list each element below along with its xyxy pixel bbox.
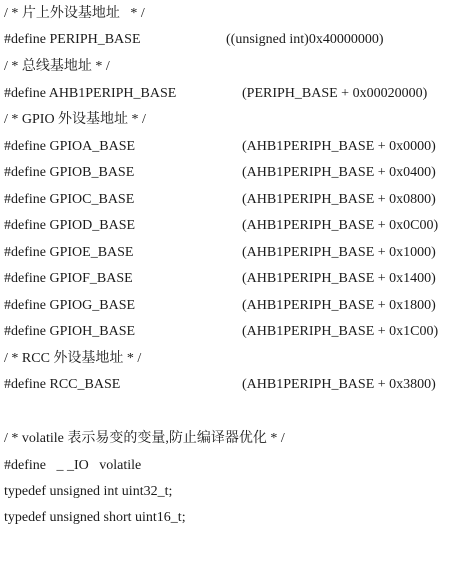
define-name: #define GPIOH_BASE — [4, 324, 136, 339]
define-io-line: #define _ _IO volatile — [4, 458, 142, 473]
code-line — [4, 269, 436, 289]
define-name: #define GPIOF_BASE — [4, 271, 133, 286]
define-value: (AHB1PERIPH_BASE + 0x0800) — [242, 192, 436, 207]
typedef-line: typedef unsigned short uint16_t; — [4, 510, 186, 525]
code-line — [4, 508, 186, 528]
define-value: (AHB1PERIPH_BASE + 0x0000) — [242, 139, 436, 154]
code-line — [4, 137, 436, 157]
code-line — [4, 322, 439, 342]
code-line — [4, 4, 145, 24]
define-name: #define PERIPH_BASE — [4, 32, 141, 47]
code-line — [4, 429, 285, 449]
code-line — [4, 57, 110, 77]
code-line — [4, 296, 436, 316]
comment-text: / * 总线基地址 * / — [4, 59, 110, 74]
code-line — [4, 243, 436, 263]
code-line — [4, 482, 173, 502]
define-value: (AHB1PERIPH_BASE + 0x3800) — [242, 377, 436, 392]
define-name: #define GPIOA_BASE — [4, 139, 136, 154]
code-line — [4, 84, 428, 104]
define-value: (AHB1PERIPH_BASE + 0x0400) — [242, 165, 436, 180]
define-value: (AHB1PERIPH_BASE + 0x1000) — [242, 245, 436, 260]
define-name: #define RCC_BASE — [4, 377, 121, 392]
comment-text: / * GPIO 外设基地址 * / — [4, 112, 146, 127]
code-line — [4, 349, 142, 369]
code-line — [4, 216, 439, 236]
define-value: (AHB1PERIPH_BASE + 0x1400) — [242, 271, 436, 286]
code-line — [4, 190, 436, 210]
comment-text: / * 片上外设基地址 * / — [4, 6, 145, 21]
comment-text: / * volatile 表示易变的变量,防止编译器优化 * / — [4, 431, 285, 446]
define-value: ((unsigned int)0x40000000) — [226, 32, 384, 47]
define-name: #define GPIOG_BASE — [4, 298, 136, 313]
code-line — [4, 163, 436, 183]
define-value: (AHB1PERIPH_BASE + 0x1800) — [242, 298, 436, 313]
define-name: #define GPIOD_BASE — [4, 218, 136, 233]
code-line — [4, 456, 142, 476]
define-value: (PERIPH_BASE + 0x00020000) — [242, 86, 428, 101]
code-line — [4, 110, 146, 130]
define-name: #define GPIOC_BASE — [4, 192, 135, 207]
define-value: (AHB1PERIPH_BASE + 0x1C00) — [242, 324, 439, 339]
define-value: (AHB1PERIPH_BASE + 0x0C00) — [242, 218, 439, 233]
define-name: #define GPIOE_BASE — [4, 245, 134, 260]
define-name: #define GPIOB_BASE — [4, 165, 135, 180]
comment-text: / * RCC 外设基地址 * / — [4, 351, 142, 366]
code-line — [4, 30, 384, 50]
define-name: #define AHB1PERIPH_BASE — [4, 86, 177, 101]
typedef-line: typedef unsigned int uint32_t; — [4, 484, 173, 499]
code-line — [4, 375, 436, 395]
